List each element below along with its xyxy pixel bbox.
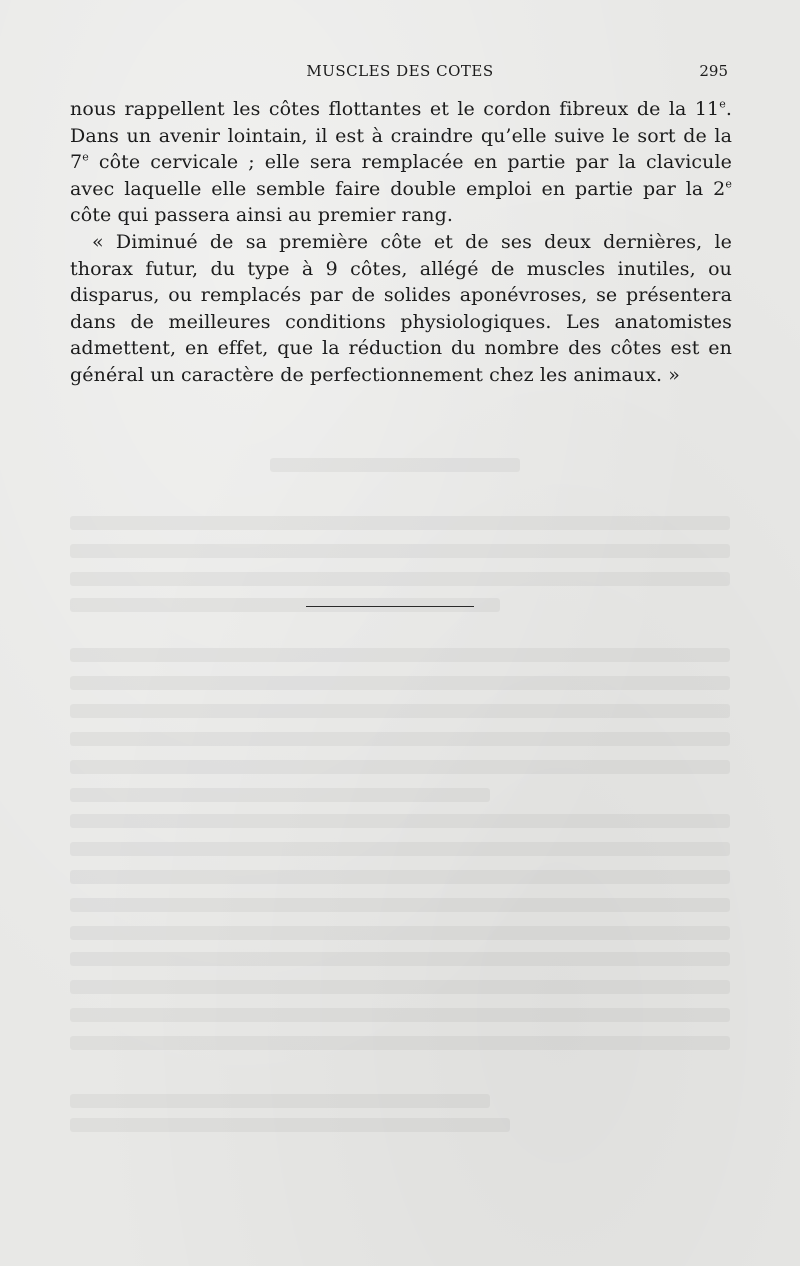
show-through-line (70, 572, 730, 586)
running-title: MUSCLES DES COTES (306, 62, 494, 80)
show-through-line (70, 870, 730, 884)
show-through-line (70, 598, 500, 612)
superscript-ordinal: e (82, 150, 89, 164)
text-segment: côte cervicale ; elle sera remplacée en partie par la clavicule avec laquelle elle semble faire double emploi en partie par la 2 (70, 151, 732, 200)
show-through-line (70, 898, 730, 912)
superscript-ordinal: e (719, 97, 726, 111)
show-through-line (70, 952, 730, 966)
show-through-line (70, 1118, 510, 1132)
show-through-line (70, 842, 730, 856)
paragraph-1 (70, 96, 732, 229)
show-through-line (70, 544, 730, 558)
show-through-line (70, 1008, 730, 1022)
superscript-ordinal: e (725, 177, 732, 191)
section-end-rule (306, 606, 474, 607)
running-head (70, 62, 730, 86)
show-through-line (70, 1094, 490, 1108)
text-segment: . Dans un avenir lointain, il est à craindre qu’elle suive le sort de la 7 (70, 98, 732, 174)
text-segment: nous rappellent les côtes flottantes et le cordon fibreux de la 11 (70, 98, 720, 120)
show-through-line (70, 980, 730, 994)
show-through-line (70, 926, 730, 940)
show-through-line (70, 814, 730, 828)
show-through-line (70, 704, 730, 718)
text-segment: côte qui passera ainsi au premier rang. (70, 204, 454, 227)
show-through-line (70, 732, 730, 746)
show-through-line (270, 458, 520, 472)
show-through-line (70, 760, 730, 774)
show-through-line (70, 648, 730, 662)
page-number: 295 (699, 62, 728, 80)
body-text (70, 96, 732, 389)
show-through-line (70, 676, 730, 690)
show-through-line (70, 1036, 730, 1050)
paragraph-2: « Diminué de sa première côte et de ses deux dernières, le thorax futur, du type à 9 côtes, allégé de muscles inutiles, ou disparus, ou remplacés par de solides aponévroses, se présentera dans de meilleures conditions physiologiques. Les anatomistes admettent, en effet, que la réduction du nombre des côtes est en général un caractère de perfectionnement chez les animaux. » (70, 230, 732, 386)
show-through-line (70, 516, 730, 530)
show-through-line (70, 788, 490, 802)
